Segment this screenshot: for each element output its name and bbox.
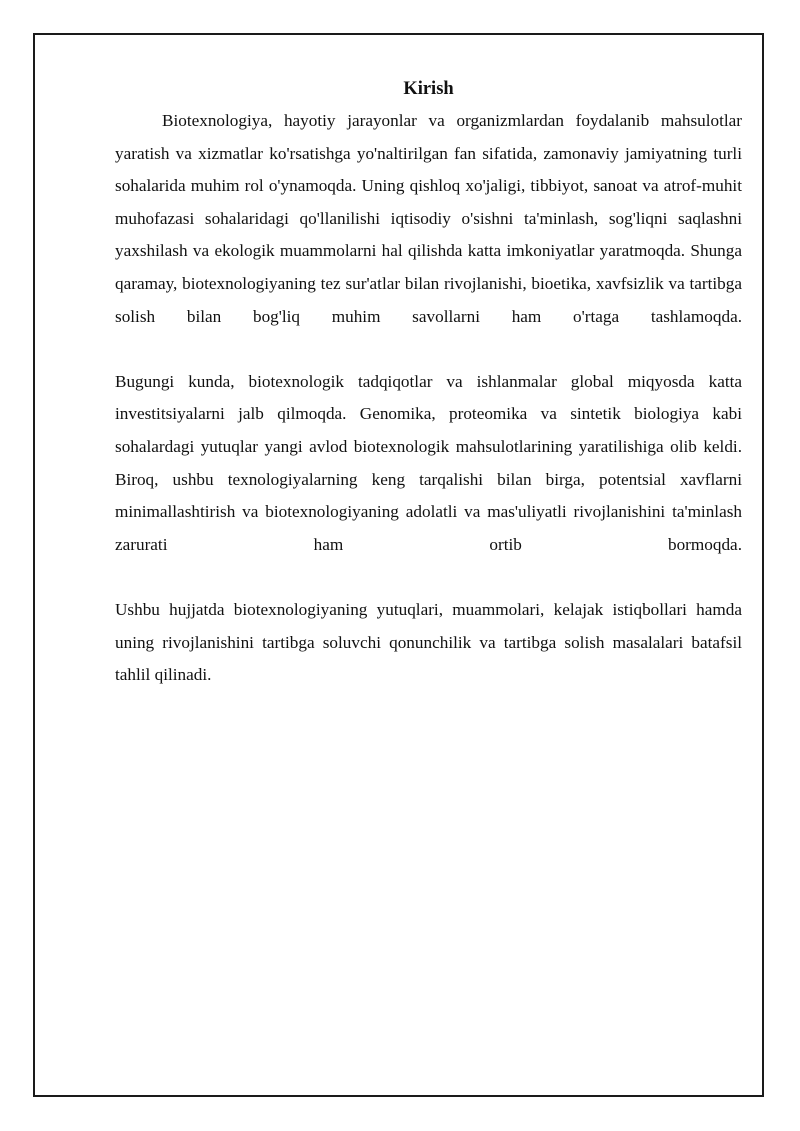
paragraph-gap: [115, 561, 742, 594]
paragraph-2: Bugungi kunda, biotexnologik tadqiqotlar va ishlanmalar global miqyosda katta investitsiyalarni jalb qilmoqda. Genomika, proteomika va sintetik biologiya kabi sohalardagi yutuqlar yangi avlod biotexnologik mahsulotlarining yaratilishiga olib keldi. Biroq, ushbu texnologiyalarning keng tarqalishi bilan birga, potentsial xavflarni minimallashtirish va biotexnologiyaning adolatli va mas'uliyatli rivojlanishini ta'minlash zarurati ham ortib bormoqda.: [115, 371, 742, 554]
document-body: [115, 73, 742, 692]
paragraph-3: Ushbu hujjatda biotexnologiyaning yutuqlari, muammolari, kelajak istiqbollari hamda uning rivojlanishini tartibga soluvchi qonunchilik va tartibga solish masalalari batafsil tahlil qilinadi.: [115, 599, 742, 685]
paragraph-1: Biotexnologiya, hayotiy jarayonlar va organizmlardan foydalanib mahsulotlar yaratish va xizmatlar ko'rsatishga yo'naltirilgan fan sifatida, zamonaviy jamiyatning turli sohalarida muhim rol o'ynamoqda. Uning qishloq xo'jaligi, tibbiyot, sanoat va atrof-muhit muhofazasi sohalaridagi qo'llanilishi iqtisodiy o'sishni ta'minlash, sog'liqni saqlashni yaxshilash va ekologik muammolarni hal qilishda katta imkoniyatlar yaratmoqda. Shunga qaramay, biotexnologiyaning tez sur'atlar bilan rivojlanishi, bioetika, xavfsizlik va tartibga solish bilan bog'liq muhim savollarni ham o'rtaga tashlamoqda.: [115, 111, 742, 326]
document-title: Kirish: [403, 79, 454, 99]
paragraph-gap: [115, 333, 742, 366]
